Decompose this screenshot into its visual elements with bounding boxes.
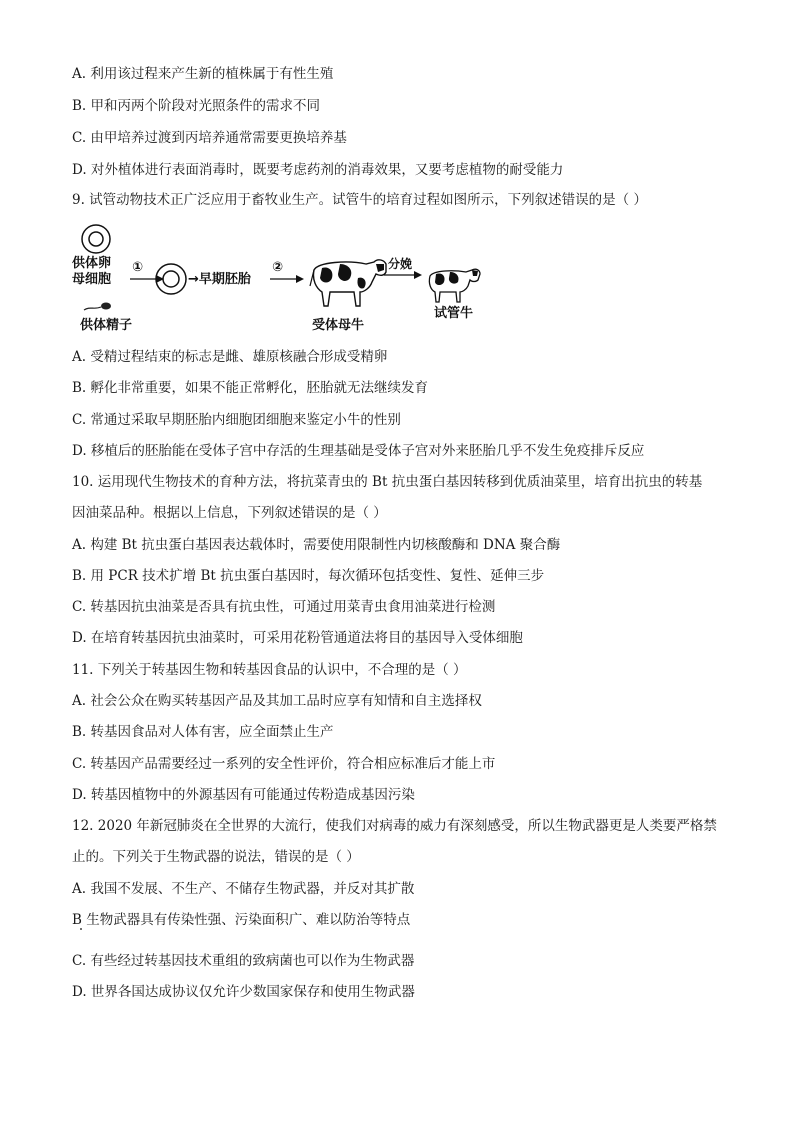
oocyte-icon (82, 225, 110, 253)
q10-option-a: A. 构建 Bt 抗虫蛋白基因表达载体时，需要使用限制性内切核酸酶和 DNA 聚合酶 (72, 537, 561, 553)
early-embryo-label: →早期胚胎 (188, 272, 251, 287)
recipient-cow-icon (310, 260, 386, 306)
q11-option-c: C. 转基因产品需要经过一系列的安全性评价，符合相应标准后才能上市 (72, 756, 496, 772)
q11-option-d: D. 转基因植物中的外源基因有可能通过传粉造成基因污染 (72, 787, 415, 803)
q9-option-a: A. 受精过程结束的标志是雌、雄原核融合形成受精卵 (72, 349, 388, 365)
donor-sperm-label: 供体精子 (80, 318, 133, 333)
q12-option-b: B 生物武器具有传染性强、污染面积广、难以防治等特点 (72, 912, 411, 928)
q9-stem: 9. 试管动物技术正广泛应用于畜牧业生产。试管牛的培育过程如图所示，下列叙述错误的是（ ） (72, 192, 647, 208)
q8-option-a: A. 利用该过程来产生新的植株属于有性生殖 (72, 66, 334, 82)
donor-egg-label-2: 母细胞 (72, 272, 112, 287)
sperm-icon (84, 303, 111, 311)
q10-option-d: D. 在培育转基因抗虫油菜时，可采用花粉管通道法将目的基因导入受体细胞 (72, 630, 523, 646)
q12-stem-line-1: 12. 2020 年新冠肺炎在全世界的大流行，使我们对病毒的威力有深刻感受，所以生物武器更是人类要严格禁 (72, 818, 717, 834)
q10-option-c: C. 转基因抗虫油菜是否具有抗虫性，可通过用菜青虫食用油菜进行检测 (72, 599, 496, 615)
step-2-label: ② (272, 260, 284, 275)
q9-option-c: C. 常通过采取早期胚胎内细胞团细胞来鉴定小牛的性别 (72, 412, 401, 428)
calf-icon (429, 269, 480, 302)
q11-option-a: A. 社会公众在购买转基因产品及其加工品时应享有知情和自主选择权 (72, 693, 482, 709)
donor-egg-label-1: 供体卵 (72, 256, 112, 271)
q11-option-b: B. 转基因食品对人体有害，应全面禁止生产 (72, 724, 334, 740)
q8-option-c: C. 由甲培养过渡到丙培养通常需要更换培养基 (72, 130, 347, 146)
q12-option-c: C. 有些经过转基因技术重组的致病菌也可以作为生物武器 (72, 953, 415, 969)
test-tube-calf-label: 试管牛 (434, 306, 474, 321)
q12-option-d: D. 世界各国达成协议仅允许少数国家保存和使用生物武器 (72, 984, 415, 1000)
q12-stem-line-2: 止的。下列关于生物武器的说法，错误的是（ ） (72, 849, 360, 865)
stray-dot (80, 928, 82, 930)
q10-option-b: B. 用 PCR 技术扩增 Bt 抗虫蛋白基因时，每次循环包括变性、复性、延伸三步 (72, 568, 545, 584)
arrow-2-icon (270, 275, 304, 283)
q8-option-d: D. 对外植体进行表面消毒时，既要考虑药剂的消毒效果，又要考虑植物的耐受能力 (72, 162, 564, 178)
arrow-1-icon (130, 275, 164, 283)
step-1-label: ① (132, 260, 144, 275)
q9-option-d: D. 移植后的胚胎能在受体子宫中存活的生理基础是受体子宫对外来胚胎几乎不发生免疫排斥反应 (72, 443, 645, 459)
q9-option-b: B. 孵化非常重要，如果不能正常孵化，胚胎就无法继续发育 (72, 380, 429, 396)
q12-option-a: A. 我国不发展、不生产、不储存生物武器，并反对其扩散 (72, 881, 415, 897)
ivf-diagram (64, 222, 504, 340)
delivery-label: 分娩 (388, 257, 413, 271)
recipient-cow-label: 受体母牛 (312, 318, 365, 333)
q10-stem-line-2: 因油菜品种。根据以上信息，下列叙述错误的是（ ） (72, 505, 387, 521)
q8-option-b: B. 甲和丙两个阶段对光照条件的需求不同 (72, 98, 321, 114)
q11-stem: 11. 下列关于转基因生物和转基因食品的认识中，不合理的是（ ） (72, 662, 467, 678)
arrow-3-icon (384, 271, 422, 279)
q10-stem-line-1: 10. 运用现代生物技术的育种方法，将抗菜青虫的 Bt 抗虫蛋白基因转移到优质油菜里，培育出抗虫的转基 (72, 474, 703, 490)
